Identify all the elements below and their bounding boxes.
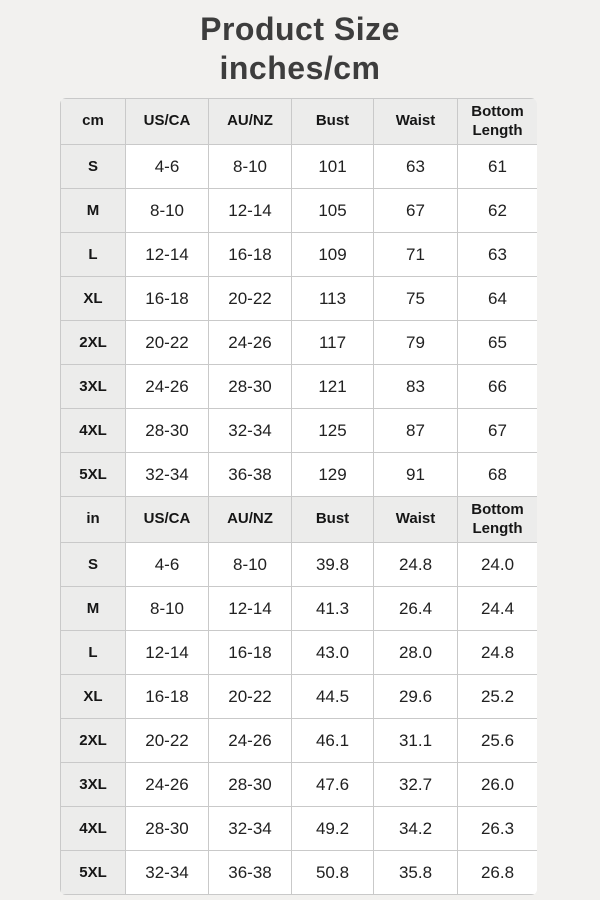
size-value-cell: 24.8	[458, 631, 538, 675]
size-value-cell: 34.2	[374, 807, 458, 851]
size-value-cell: 105	[292, 189, 374, 233]
size-value-cell: 47.6	[292, 763, 374, 807]
size-value-cell: 44.5	[292, 675, 374, 719]
size-value-cell: 24.0	[458, 543, 538, 587]
size-value-cell: 28-30	[126, 409, 209, 453]
size-value-cell: 32-34	[209, 807, 292, 851]
size-label-cell: 2XL	[61, 719, 126, 763]
table-row	[61, 807, 538, 851]
size-value-cell: 32-34	[209, 409, 292, 453]
size-value-cell: 67	[374, 189, 458, 233]
size-value-cell: 28.0	[374, 631, 458, 675]
size-value-cell: 63	[458, 233, 538, 277]
unit-header-cell: cm	[61, 99, 126, 145]
column-header-cell: Bust	[292, 497, 374, 543]
size-value-cell: 87	[374, 409, 458, 453]
column-header-cell: Bottom Length	[458, 99, 538, 145]
table-row	[61, 365, 538, 409]
size-value-cell: 24-26	[209, 719, 292, 763]
size-value-cell: 4-6	[126, 543, 209, 587]
size-label-cell: 4XL	[61, 807, 126, 851]
column-header-cell: Bust	[292, 99, 374, 145]
size-value-cell: 26.0	[458, 763, 538, 807]
size-value-cell: 20-22	[126, 719, 209, 763]
size-value-cell: 24-26	[126, 763, 209, 807]
size-value-cell: 61	[458, 145, 538, 189]
size-label-cell: XL	[61, 277, 126, 321]
size-value-cell: 24-26	[126, 365, 209, 409]
size-value-cell: 8-10	[209, 145, 292, 189]
size-value-cell: 68	[458, 453, 538, 497]
size-value-cell: 8-10	[126, 587, 209, 631]
size-value-cell: 25.2	[458, 675, 538, 719]
size-value-cell: 83	[374, 365, 458, 409]
column-header-cell: AU/NZ	[209, 99, 292, 145]
size-label-cell: L	[61, 233, 126, 277]
size-label-cell: 3XL	[61, 763, 126, 807]
size-label-cell: M	[61, 189, 126, 233]
size-value-cell: 12-14	[209, 587, 292, 631]
size-value-cell: 71	[374, 233, 458, 277]
size-value-cell: 50.8	[292, 851, 374, 895]
size-value-cell: 36-38	[209, 851, 292, 895]
column-header-cell: US/CA	[126, 99, 209, 145]
size-value-cell: 62	[458, 189, 538, 233]
size-value-cell: 63	[374, 145, 458, 189]
size-value-cell: 20-22	[209, 675, 292, 719]
size-table-container	[60, 98, 537, 895]
size-value-cell: 32.7	[374, 763, 458, 807]
size-value-cell: 28-30	[126, 807, 209, 851]
size-label-cell: 3XL	[61, 365, 126, 409]
size-value-cell: 36-38	[209, 453, 292, 497]
size-value-cell: 16-18	[209, 631, 292, 675]
size-label-cell: S	[61, 145, 126, 189]
size-value-cell: 91	[374, 453, 458, 497]
size-table	[60, 98, 537, 895]
table-row	[61, 321, 538, 365]
size-value-cell: 41.3	[292, 587, 374, 631]
size-value-cell: 32-34	[126, 453, 209, 497]
size-label-cell: XL	[61, 675, 126, 719]
size-value-cell: 49.2	[292, 807, 374, 851]
size-value-cell: 28-30	[209, 365, 292, 409]
size-value-cell: 121	[292, 365, 374, 409]
column-header-cell: AU/NZ	[209, 497, 292, 543]
size-value-cell: 117	[292, 321, 374, 365]
size-label-cell: 4XL	[61, 409, 126, 453]
size-label-cell: 5XL	[61, 851, 126, 895]
size-value-cell: 29.6	[374, 675, 458, 719]
size-value-cell: 75	[374, 277, 458, 321]
table-row	[61, 851, 538, 895]
page-title-line1: Product Size	[200, 11, 400, 47]
size-value-cell: 25.6	[458, 719, 538, 763]
size-value-cell: 20-22	[126, 321, 209, 365]
header-row-cm	[61, 99, 538, 145]
table-row	[61, 631, 538, 675]
size-value-cell: 28-30	[209, 763, 292, 807]
column-header-cell: Bottom Length	[458, 497, 538, 543]
size-value-cell: 43.0	[292, 631, 374, 675]
size-value-cell: 31.1	[374, 719, 458, 763]
table-row	[61, 675, 538, 719]
size-value-cell: 101	[292, 145, 374, 189]
size-value-cell: 39.8	[292, 543, 374, 587]
size-value-cell: 24.4	[458, 587, 538, 631]
size-label-cell: 5XL	[61, 453, 126, 497]
size-value-cell: 20-22	[209, 277, 292, 321]
size-value-cell: 8-10	[126, 189, 209, 233]
table-row	[61, 453, 538, 497]
size-label-cell: S	[61, 543, 126, 587]
size-value-cell: 64	[458, 277, 538, 321]
size-value-cell: 24.8	[374, 543, 458, 587]
size-label-cell: 2XL	[61, 321, 126, 365]
size-value-cell: 35.8	[374, 851, 458, 895]
size-value-cell: 16-18	[126, 277, 209, 321]
table-row	[61, 719, 538, 763]
table-row	[61, 763, 538, 807]
table-row	[61, 145, 538, 189]
size-value-cell: 79	[374, 321, 458, 365]
size-value-cell: 32-34	[126, 851, 209, 895]
table-row	[61, 277, 538, 321]
size-value-cell: 66	[458, 365, 538, 409]
size-value-cell: 65	[458, 321, 538, 365]
size-label-cell: L	[61, 631, 126, 675]
size-value-cell: 129	[292, 453, 374, 497]
size-value-cell: 67	[458, 409, 538, 453]
size-value-cell: 4-6	[126, 145, 209, 189]
size-value-cell: 26.4	[374, 587, 458, 631]
page-title-line2: inches/cm	[219, 50, 381, 87]
size-table-body	[61, 99, 538, 895]
column-header-cell: US/CA	[126, 497, 209, 543]
column-header-cell: Waist	[374, 497, 458, 543]
size-value-cell: 12-14	[126, 631, 209, 675]
size-value-cell: 8-10	[209, 543, 292, 587]
size-value-cell: 46.1	[292, 719, 374, 763]
table-row	[61, 543, 538, 587]
size-value-cell: 12-14	[209, 189, 292, 233]
size-value-cell: 26.3	[458, 807, 538, 851]
header-row-in	[61, 497, 538, 543]
column-header-cell: Waist	[374, 99, 458, 145]
size-value-cell: 16-18	[209, 233, 292, 277]
table-row	[61, 587, 538, 631]
size-label-cell: M	[61, 587, 126, 631]
size-value-cell: 113	[292, 277, 374, 321]
table-row	[61, 409, 538, 453]
size-value-cell: 109	[292, 233, 374, 277]
size-value-cell: 26.8	[458, 851, 538, 895]
unit-header-cell: in	[61, 497, 126, 543]
table-row	[61, 189, 538, 233]
size-value-cell: 24-26	[209, 321, 292, 365]
page-title	[0, 0, 600, 88]
size-value-cell: 16-18	[126, 675, 209, 719]
size-value-cell: 12-14	[126, 233, 209, 277]
size-value-cell: 125	[292, 409, 374, 453]
table-row	[61, 233, 538, 277]
